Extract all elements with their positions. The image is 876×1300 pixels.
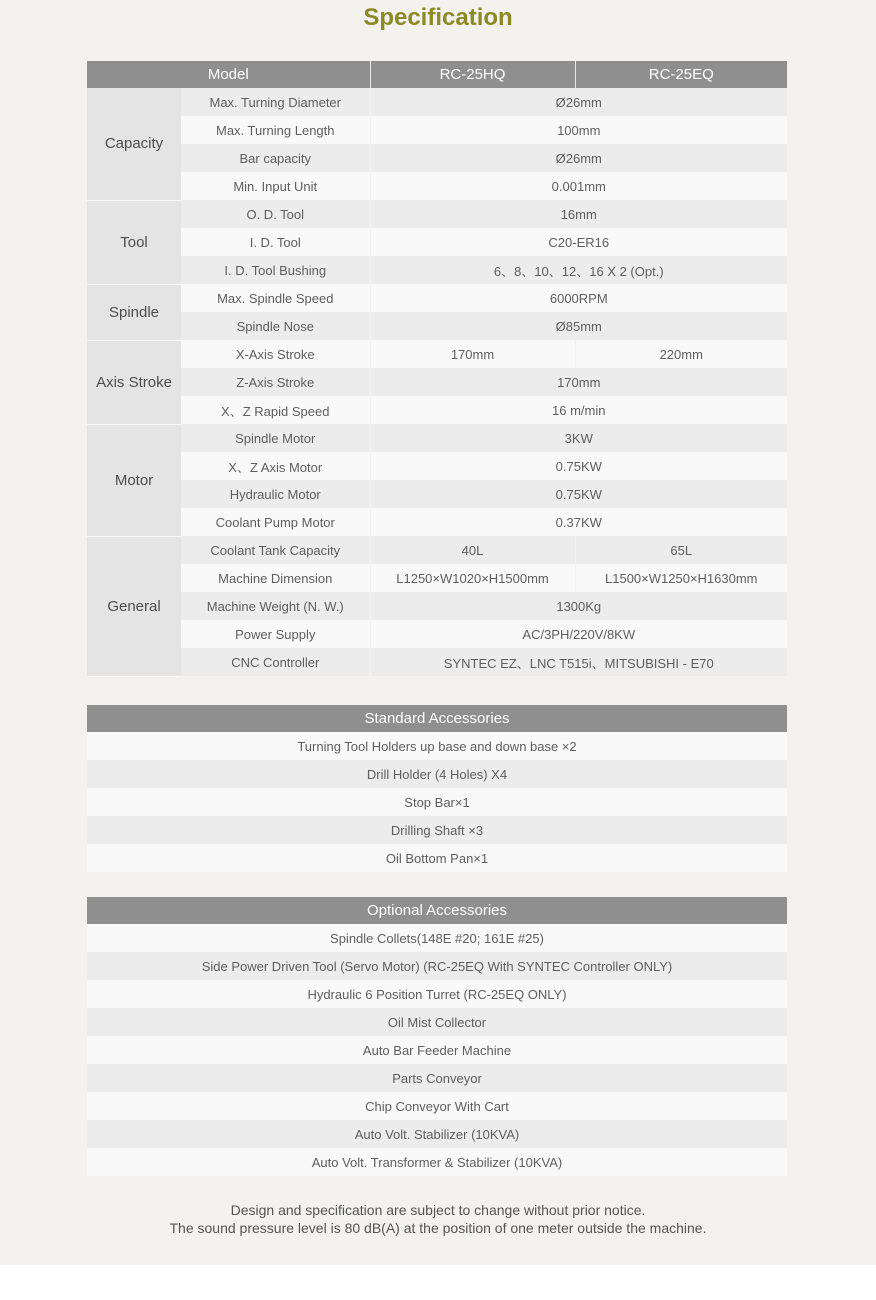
spec-value: 220mm bbox=[575, 340, 787, 368]
accessory-item: Stop Bar×1 bbox=[87, 788, 787, 816]
accessory-row bbox=[87, 844, 787, 872]
page-title: Specification bbox=[363, 4, 513, 31]
spec-label: Coolant Tank Capacity bbox=[181, 536, 370, 564]
spec-label: I. D. Tool Bushing bbox=[181, 256, 370, 284]
spec-row bbox=[87, 116, 787, 144]
accessory-item: Drill Holder (4 Holes) X4 bbox=[87, 760, 787, 788]
spec-label: Power Supply bbox=[181, 620, 370, 648]
accessory-row bbox=[87, 1120, 787, 1148]
spec-label: I. D. Tool bbox=[181, 228, 370, 256]
spec-label: Max. Spindle Speed bbox=[181, 284, 370, 312]
spec-row bbox=[87, 312, 787, 340]
spec-row bbox=[87, 256, 787, 284]
spec-value: Ø26mm bbox=[370, 88, 787, 116]
accessory-item: Chip Conveyor With Cart bbox=[87, 1092, 787, 1120]
optional-accessories-title: Optional Accessories bbox=[87, 897, 787, 924]
accessory-item: Parts Conveyor bbox=[87, 1064, 787, 1092]
spec-value: L1250×W1020×H1500mm bbox=[370, 564, 575, 592]
spec-category: Spindle bbox=[87, 284, 181, 340]
spec-label: Max. Turning Length bbox=[181, 116, 370, 144]
spec-category: Capacity bbox=[87, 88, 181, 200]
spec-category: General bbox=[87, 536, 181, 676]
accessory-row bbox=[87, 1036, 787, 1064]
footer-band bbox=[0, 1265, 876, 1300]
spec-value: 1300Kg bbox=[370, 592, 787, 620]
spec-label: Max. Turning Diameter bbox=[181, 88, 370, 116]
accessory-row bbox=[87, 1064, 787, 1092]
spec-row bbox=[87, 88, 787, 116]
spec-label: X、Z Axis Motor bbox=[181, 452, 370, 480]
spec-label: O. D. Tool bbox=[181, 200, 370, 228]
spec-row bbox=[87, 620, 787, 648]
spec-value: 40L bbox=[370, 536, 575, 564]
accessory-item: Hydraulic 6 Position Turret (RC-25EQ ONLY) bbox=[87, 980, 787, 1008]
accessory-item: Side Power Driven Tool (Servo Motor) (RC-25EQ With SYNTEC Controller ONLY) bbox=[87, 952, 787, 980]
spec-header-row bbox=[87, 61, 787, 88]
accessory-item: Spindle Collets(148E #20; 161E #25) bbox=[87, 924, 787, 952]
spec-label: Coolant Pump Motor bbox=[181, 508, 370, 536]
spec-value: 170mm bbox=[370, 340, 575, 368]
spec-body bbox=[87, 88, 787, 676]
spec-label: Machine Weight (N. W.) bbox=[181, 592, 370, 620]
spec-row bbox=[87, 396, 787, 424]
spec-value: 3KW bbox=[370, 424, 787, 452]
spec-label: Z-Axis Stroke bbox=[181, 368, 370, 396]
spec-row bbox=[87, 284, 787, 312]
accessory-row bbox=[87, 732, 787, 760]
spec-label: CNC Controller bbox=[181, 648, 370, 676]
accessory-row bbox=[87, 1148, 787, 1176]
spec-row bbox=[87, 172, 787, 200]
spec-row bbox=[87, 564, 787, 592]
accessory-row bbox=[87, 760, 787, 788]
spec-value: Ø26mm bbox=[370, 144, 787, 172]
spec-value: Ø85mm bbox=[370, 312, 787, 340]
specification-table bbox=[87, 61, 787, 677]
spec-label: Bar capacity bbox=[181, 144, 370, 172]
spec-value: AC/3PH/220V/8KW bbox=[370, 620, 787, 648]
accessory-item: Auto Volt. Stabilizer (10KVA) bbox=[87, 1120, 787, 1148]
spec-row bbox=[87, 508, 787, 536]
spec-value: 6、8、10、12、16 X 2 (Opt.) bbox=[370, 256, 787, 284]
model-rc-25hq-header: RC-25HQ bbox=[370, 61, 575, 88]
accessory-item: Auto Volt. Transformer & Stabilizer (10KVA) bbox=[87, 1148, 787, 1176]
optional-accessories-table bbox=[87, 897, 787, 1176]
spec-label: X-Axis Stroke bbox=[181, 340, 370, 368]
spec-label: Spindle Nose bbox=[181, 312, 370, 340]
spec-row bbox=[87, 144, 787, 172]
spec-value: 100mm bbox=[370, 116, 787, 144]
accessory-row bbox=[87, 816, 787, 844]
spec-label: Spindle Motor bbox=[181, 424, 370, 452]
spec-row bbox=[87, 228, 787, 256]
spec-value: 65L bbox=[575, 536, 787, 564]
spec-category: Tool bbox=[87, 200, 181, 284]
accessory-item: Drilling Shaft ×3 bbox=[87, 816, 787, 844]
spec-label: Machine Dimension bbox=[181, 564, 370, 592]
model-header: Model bbox=[87, 61, 370, 88]
standard-accessories-title: Standard Accessories bbox=[87, 705, 787, 732]
spec-value: 0.001mm bbox=[370, 172, 787, 200]
spec-row bbox=[87, 480, 787, 508]
spec-value: 170mm bbox=[370, 368, 787, 396]
accessory-row bbox=[87, 924, 787, 952]
accessory-item: Auto Bar Feeder Machine bbox=[87, 1036, 787, 1064]
spec-row bbox=[87, 368, 787, 396]
spec-row bbox=[87, 536, 787, 564]
sound-pressure-note: The sound pressure level is 80 dB(A) at the position of one meter outside the machine. bbox=[169, 1220, 707, 1236]
spec-row bbox=[87, 200, 787, 228]
accessory-item: Oil Bottom Pan×1 bbox=[87, 844, 787, 872]
spec-row bbox=[87, 592, 787, 620]
accessory-row bbox=[87, 1092, 787, 1120]
spec-label: Min. Input Unit bbox=[181, 172, 370, 200]
accessory-row bbox=[87, 980, 787, 1008]
spec-value: SYNTEC EZ、LNC T515i、MITSUBISHI - E70 bbox=[370, 648, 787, 676]
spec-value: 0.75KW bbox=[370, 480, 787, 508]
accessory-item: Turning Tool Holders up base and down base ×2 bbox=[87, 732, 787, 760]
spec-value: 6000RPM bbox=[370, 284, 787, 312]
spec-row bbox=[87, 452, 787, 480]
spec-value: 0.37KW bbox=[370, 508, 787, 536]
spec-value: L1500×W1250×H1630mm bbox=[575, 564, 787, 592]
accessory-row bbox=[87, 788, 787, 816]
disclaimer-note: Design and specification are subject to change without prior notice. bbox=[230, 1202, 646, 1218]
model-rc-25eq-header: RC-25EQ bbox=[575, 61, 787, 88]
accessory-row bbox=[87, 952, 787, 980]
standard-accessories-table bbox=[87, 705, 787, 872]
spec-value: 0.75KW bbox=[370, 452, 787, 480]
spec-row bbox=[87, 424, 787, 452]
spec-category: Motor bbox=[87, 424, 181, 536]
spec-row bbox=[87, 340, 787, 368]
spec-category: Axis Stroke bbox=[87, 340, 181, 424]
accessory-item: Oil Mist Collector bbox=[87, 1008, 787, 1036]
accessory-row bbox=[87, 1008, 787, 1036]
spec-label: X、Z Rapid Speed bbox=[181, 396, 370, 424]
spec-label: Hydraulic Motor bbox=[181, 480, 370, 508]
spec-value: 16mm bbox=[370, 200, 787, 228]
spec-value: C20-ER16 bbox=[370, 228, 787, 256]
spec-row bbox=[87, 648, 787, 676]
spec-value: 16 m/min bbox=[370, 396, 787, 424]
